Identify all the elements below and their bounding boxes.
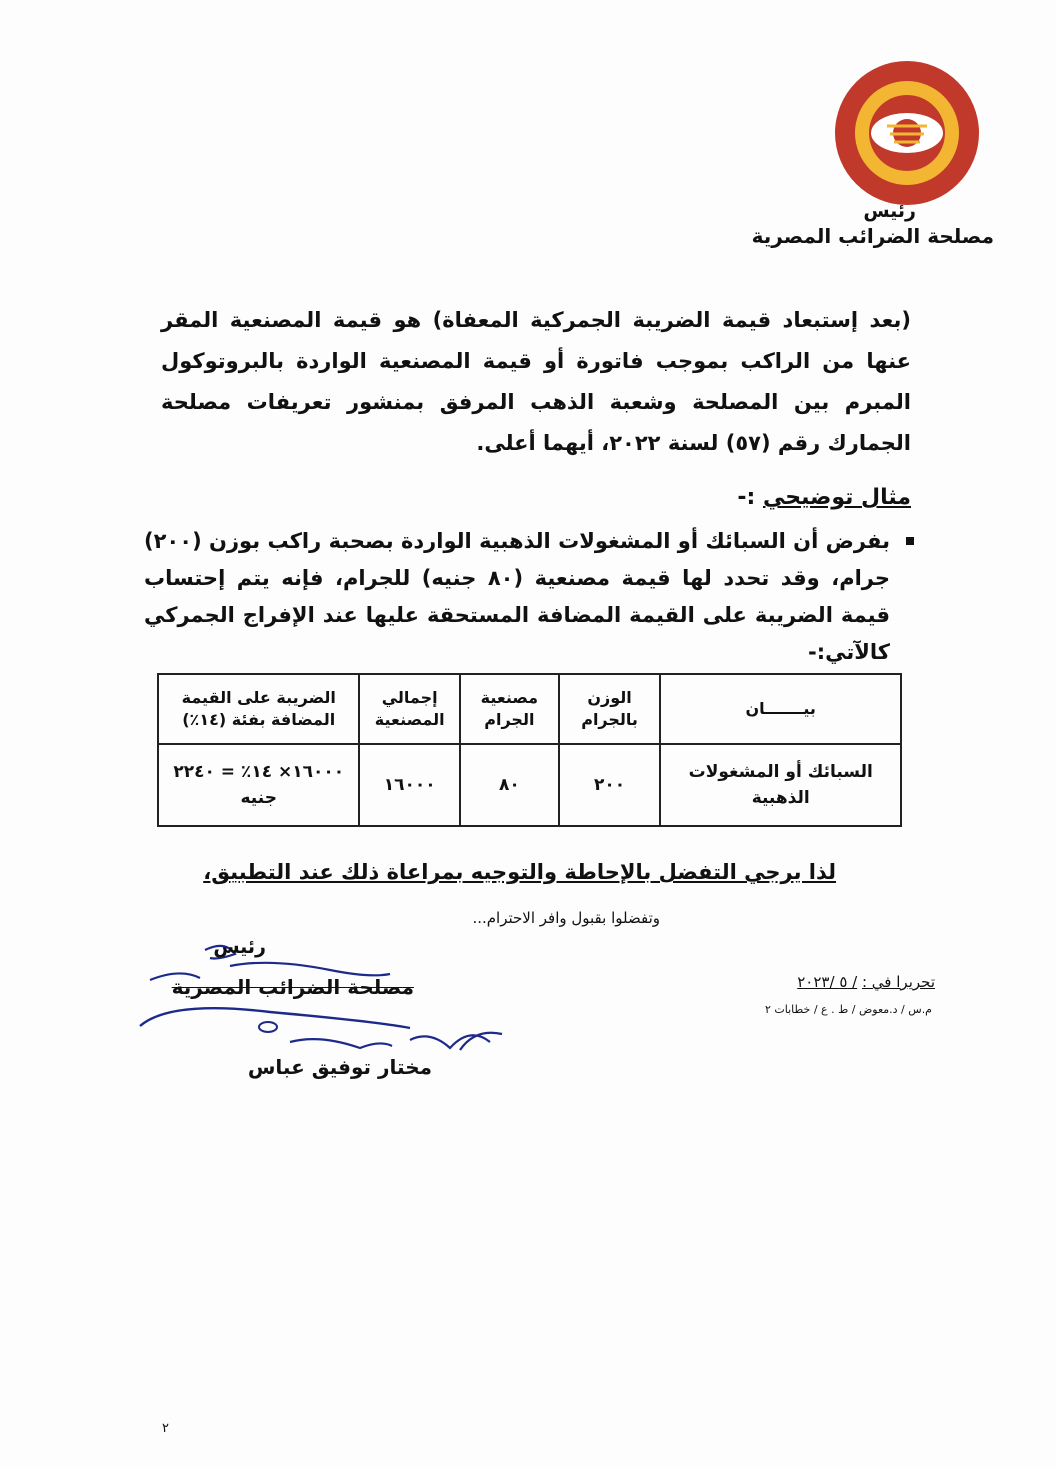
header-total-making: إجمالي المصنعية bbox=[359, 674, 459, 744]
header-organization: مصلحة الضرائب المصرية bbox=[751, 224, 994, 248]
body-paragraph: (بعد إستبعاد قيمة الضريبة الجمركية المعفاة) هو قيمة المصنعية المقر عنها من الراكب بموجب فاتورة أو قيمة المصنعية الواردة بالبروتوكول المبرم بين المصلحة وشعبة الذهب المرفق بمنشور تعريفات مصلحة الجمارك رقم (٥٧) لسنة ٢٠٢٢، أيهما أعلى. bbox=[161, 308, 911, 455]
cell-making-per-gram: ٨٠ bbox=[460, 744, 559, 826]
table-header-row bbox=[158, 674, 901, 744]
date-label: تحريرا في : bbox=[861, 973, 935, 991]
date-value: / ٥ /٢٠٢٣ bbox=[797, 973, 858, 991]
closing-regards: وتفضلوا بقبول وافر الاحترام... bbox=[472, 909, 660, 927]
closing-request: لذا يرجي التفضل بالإحاطة والتوجيه بمراعاة ذلك عند التطبيق، bbox=[203, 860, 836, 884]
cell-vat: ١٦٠٠٠× ١٤٪ = ٢٢٤٠ جنيه bbox=[158, 744, 359, 826]
header-title: رئيس bbox=[863, 200, 916, 222]
cell-total-making: ١٦٠٠٠ bbox=[359, 744, 459, 826]
header-vat: الضريبة على القيمة المضافة بفئة (١٤٪) bbox=[158, 674, 359, 744]
cell-description: السبائك أو المشغولات الذهبية bbox=[660, 744, 901, 826]
page-number: ٢ bbox=[162, 1421, 169, 1436]
example-suffix: :- bbox=[737, 485, 763, 510]
ministry-seal-icon bbox=[832, 58, 982, 208]
calculation-table bbox=[157, 673, 902, 827]
example-bullet bbox=[144, 523, 914, 671]
header-weight: الوزن بالجرام bbox=[559, 674, 661, 744]
example-title: مثال توضيحي bbox=[762, 485, 911, 510]
example-text: بفرض أن السبائك أو المشغولات الذهبية الواردة بصحبة راكب بوزن (٢٠٠) جرام، وقد تحدد لها قيمة مصنعية (٨٠ جنيه) للجرام، فإنه يتم إحتساب قيمة الضريبة على القيمة المضافة المستحقة عليها عند الإفراج الجمركي كالآتي:- bbox=[144, 529, 890, 664]
table-row bbox=[158, 744, 901, 826]
example-heading bbox=[737, 485, 911, 510]
handwritten-signature-icon bbox=[130, 930, 520, 1070]
reference-line: م.س / د.معوض / ط . ع / خطابات ٢ bbox=[765, 1003, 932, 1016]
cell-weight: ٢٠٠ bbox=[559, 744, 661, 826]
signature-organization: مصلحة الضرائب المصرية bbox=[171, 975, 414, 999]
signature-title: رئيس bbox=[213, 936, 266, 958]
header-description: بيـــــــان bbox=[660, 674, 901, 744]
bullet-square-icon bbox=[906, 537, 914, 545]
header-making-per-gram: مصنعية الجرام bbox=[460, 674, 559, 744]
signature-name: مختار توفيق عباس bbox=[247, 1055, 432, 1079]
issue-date bbox=[797, 973, 935, 991]
